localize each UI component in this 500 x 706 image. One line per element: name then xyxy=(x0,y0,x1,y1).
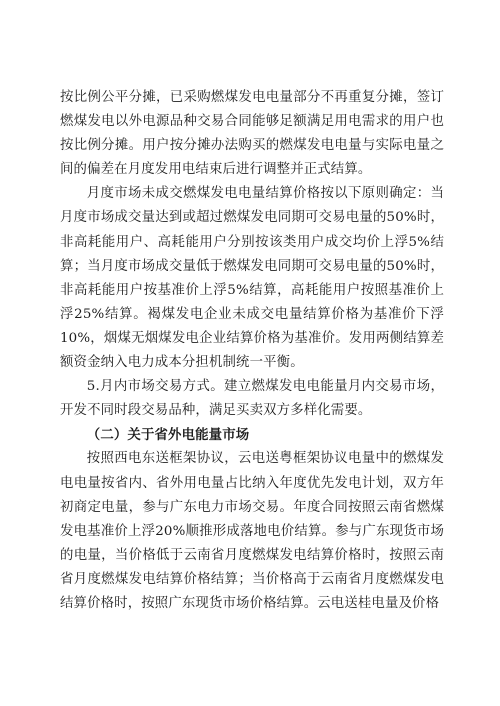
paragraph-out-of-province: 按照西电东送框架协议，云电送粤框架协议电量中的燃煤发电电量按省内、省外用电量占比纳入年度优先发电计划，双方年初商定电量，参与广东电力市场交易。年度合同按照云南省燃煤发电基准价上浮20%顺推形成落地电价结算。参与广东现货市场的电量，当价格低于云南省月度燃煤发电结算价格时，按照云南省月度燃煤发电结算价格结算；当价格高于云南省月度燃煤发电结算价格时，按照广东现货市场价格结算。云电送桂电量及价格 xyxy=(60,451,444,611)
paragraph-monthly-settlement: 月度市场未成交燃煤发电电量结算价格按以下原则确定：当月度市场成交量达到或超过燃煤发电同期可交易电量的50%时，非高耗能用户、高耗能用户分别按该类用户成交均价上浮5%结算；当月度市场成交量低于燃煤发电同期可交易电量的50%时，非高耗能用户按基准价上浮5%结算，高耗能用户按照基准价上浮25%结算。褐煤发电企业未成交电量结算价格为基准价下浮10%，烟煤无烟煤发电企业结算价格为基准价。发用两侧结算差额资金纳入电力成本分担机制统一平衡。 xyxy=(60,186,444,371)
paragraph-continued: 按比例公平分摊，已采购燃煤发电电量部分不再重复分摊，签订燃煤发电以外电源品种交易合同能够足额满足用电需求的用户也按比例分摊。用户按分摊办法购买的燃煤发电电量与实际电量之间的偏差在月度发用电结束后进行调整并正式结算。 xyxy=(60,90,444,178)
document-body xyxy=(60,86,444,616)
section-heading: （二）关于省外电能量市场 xyxy=(86,427,250,444)
paragraph-intramonth-trading: 5.月内市场交易方式。建立燃煤发电电能量月内交易市场，开发不同时段交易品种，满足买卖双方多样化需要。 xyxy=(60,379,444,419)
